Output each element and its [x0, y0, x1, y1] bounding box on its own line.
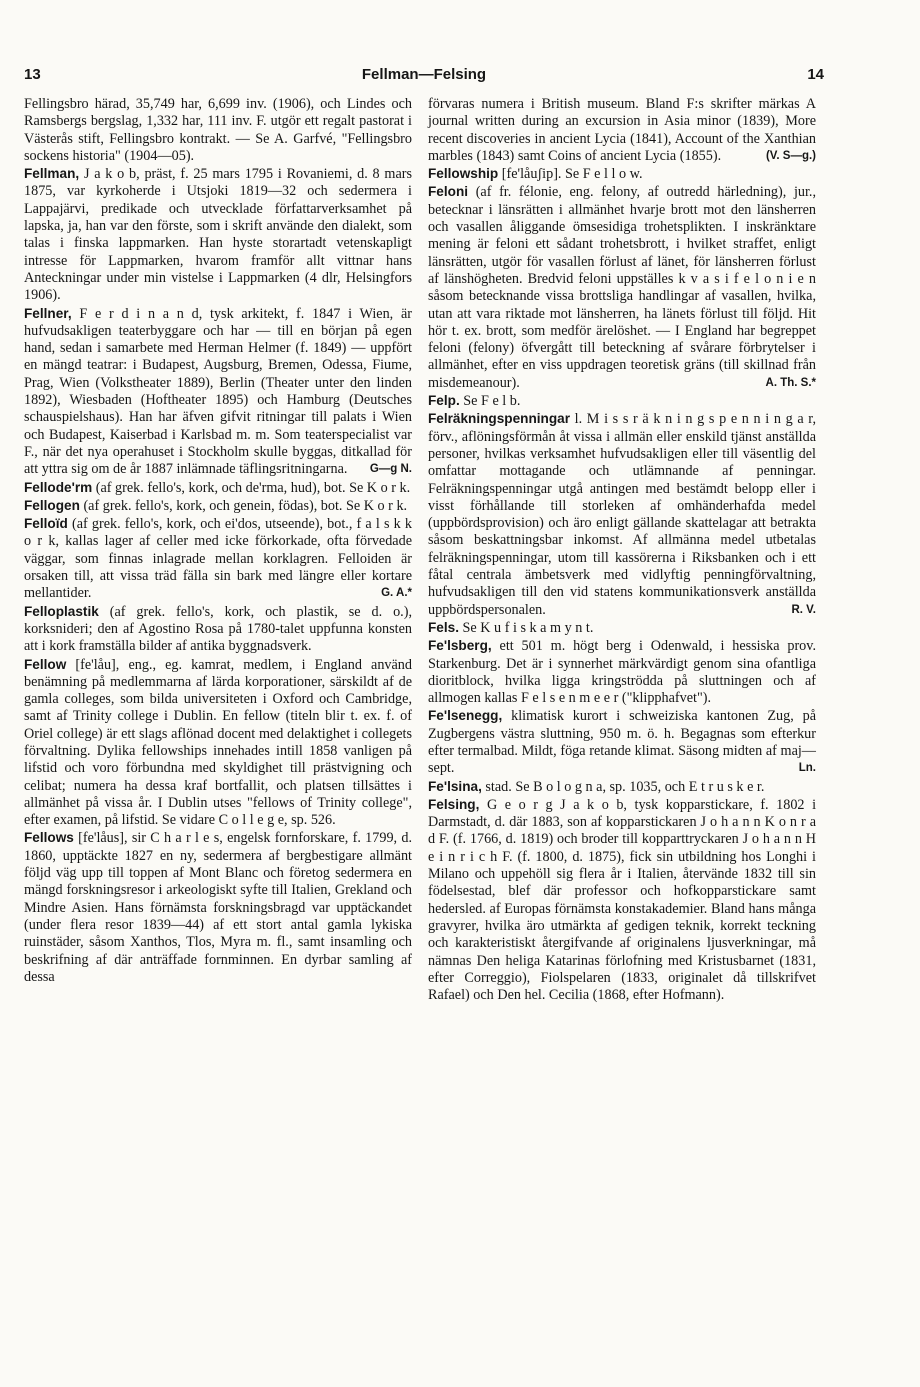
entry-headword: Felp.	[428, 393, 460, 409]
entry-headword: Fels.	[428, 619, 459, 635]
entry-headword: Fe'lsberg,	[428, 638, 492, 654]
entry-signature: A. Th. S.*	[765, 376, 816, 389]
dictionary-entry	[428, 165, 816, 183]
entry-signature: R. V.	[791, 603, 816, 616]
entry-body: (af grek. fello's, kork, och genein, födas), bot. Se K o r k.	[83, 497, 408, 514]
entry-headword: Felloïd	[24, 516, 68, 532]
entry-headword: Fe'lsenegg,	[428, 708, 503, 724]
entry-body: [fe'låuʃip]. Se F e l l o w.	[501, 166, 643, 183]
entry-headword: Fe'lsina,	[428, 778, 482, 794]
entry-headword: Felräkningspenningar	[428, 411, 571, 427]
dictionary-entry	[24, 515, 412, 602]
dictionary-entry	[24, 165, 412, 304]
entry-body: ett 501 m. högt berg i Odenwald, i hessiska prov. Starkenburg. Det är i synnerhet märkvärdigt genom sina ofantliga dioritblock, hvilka ligga kringströdda på sluttningen och af allmogen kallas F e l s e n m e e r ("klipphafvet").	[428, 638, 816, 707]
entry-headword: Fellows	[24, 830, 74, 846]
entry-headword: Fellogen	[24, 497, 80, 513]
dictionary-entry	[428, 410, 816, 619]
entry-body: förvaras numera i British museum. Bland F:s skrifter märkas A journal written during an excursion in Asia minor (1839), More recent discoveries in ancient Lycia (1841), Account of the Xanthian marbles (1843) samt Coins of ancient Lycia (1855).	[428, 96, 816, 164]
entry-body: (af grek. fello's, kork, och ei'dos, utseende), bot., f a l s k k o r k, kallas lager af celler med icke förkorkade, ofta förvedade väggar, som finnas inlagrade mellan korklagren. Felloiden är orsaken till, att vissa träd fälla sin bark med längre eller kortare mellantider.	[24, 516, 413, 602]
entry-signature: Ln.	[798, 762, 816, 775]
left-column	[24, 96, 412, 986]
right-column	[428, 96, 816, 1004]
page-number-left: 13	[24, 66, 41, 83]
entry-headword: Felloplastik	[24, 603, 99, 619]
page-header	[24, 66, 824, 90]
entry-body: G e o r g J a k o b, tysk kopparstickare, f. 1802 i Darmstadt, d. där 1883, son af kopparstickaren J o h a n n K o n r a d F. (f. 1766, d. 1819) och broder till kopparttryckaren J o h a n n H e i n r i c h F. (f. 1800, d. 1875), fick sin utbildning hos Longhi i Milano och uppehöll sig flera år i Italien, återvände 1832 till sin födelsestad, blef där professor och hofkopparstickare samt hedersled. af Europas förnämsta konstakademier. Bland hans många gravyrer, hvilka äro utmärkta af gedigen teknik, korrekt teckning och karakteristiskt återgifvande af originalens ljusverkningar, må nämnas Den heliga Katarinas förlofning med Kristusbarnet (1831, efter Correggio), Fiolspelaren (1833, originalet då tillskrifvet Rafael) och Den hel. Cecilia (1868, efter Hofmann).	[428, 796, 817, 1004]
dictionary-entry	[428, 96, 816, 165]
entry-body: (af grek. fello's, kork, och plastik, se d. o.), korksnideri; den af Agostino Rosa på 1780-talet uppfunna konsten att i kork framställa bilder af antika byggnadsverk.	[24, 603, 412, 655]
entry-headword: Fellner,	[24, 305, 72, 321]
entry-body: F e r d i n a n d, tysk arkitekt, f. 1847 i Wien, är hufvudsakligen teaterbyggare och har — till en början på egen hand, sedan i samarbete med Herman Helmer (f. 1849) — uppfört en mängd teatrar: i Budapest, Augsburg, Bremen, Odessa, Fiume, Prag, Wien (Volkstheater 1889), Berlin (Theater unter den linden 1892), Wiesbaden (Hoftheater 1895) och Hamburg (Deutsches schauspielshaus). Han har äfven gifvit ritningar till palats i Wien och Budapest, Kaiserbad i Karlsbad m. m. Som teaterspecialist var F., när det nya operahuset i Stockholm skulle byggas, ditkallad för att yttra sig om de år 1887 inlämnade täflingsritningarna.	[24, 305, 412, 478]
entry-signature: (V. S—g.)	[765, 149, 816, 162]
dictionary-entry	[428, 778, 816, 796]
page-number-right: 14	[807, 66, 824, 83]
entry-headword: Fellowship	[428, 166, 499, 182]
entry-body: J a k o b, präst, f. 25 mars 1795 i Rovaniemi, d. 8 mars 1875, var kyrkoherde i Utsjoki 1819—32 och sedermera i Lappajärvi, predikade och utvecklade författarverksamhet på lapska, ja, han var den förste, som i skrift använde den dialekt, som talas i finska lappmarken. Han hyste storartadt vetenskapligt intresse för Lappmarken, hvarom framför allt vittnar hans Anteckningar under min vistelse i Lappmarken (4 dlr, Helsingfors 1906).	[24, 166, 413, 304]
entry-body: Se F e l b.	[463, 393, 521, 410]
dictionary-entry	[24, 479, 412, 497]
entry-body: l. M i s s r ä k n i n g s p e n n i n g a r, förv., aflöningsförmån åt vissa i allmän eller enskild tjänst anställda personer, hvilkas verksamhet hufvudsakligen eller till väsentlig del omfattar mottagande och utlämnande af penningar. Felräkningspenningar utgå antingen med bestämdt belopp eller i visst förhållande till storleken af omhänderhafda medel (uppbördsprovision) och äro enligt gällande skattelagar att betrakta såsom beskattningsbar inkomst. Af allmänna medel utbetalas felräkningspenningar, utom till kassörerna i Riksbanken och i ett fåtal centrala ämbetsverk med vidlyftig penningförvaltning, hufvudsakligen till den vid statens kommunikationsverk anställda uppbördspersonalen.	[428, 411, 817, 618]
entry-body: stad. Se B o l o g n a, sp. 1035, och E t r u s k e r.	[485, 778, 765, 795]
entry-body: [fe'låu], eng., eg. kamrat, medlem, i England använd benämning på medlemmarna af lärda korporationer, särskildt af de gamla colleges, som bilda universiteten i Oxford och Cambridge, samt af Trinity college i Dublin. En fellow (titeln blir t. ex. f. of Oriel college) är ett slags aflönad docent med delaktighet i collegets förvaltning. Dylika fellowships innehades intill 1858 vanligen på lifstid och voro förbundna med skyldighet till prästvigning och celibat; numera ha dessa kraf bortfallit, och platsen tillsättes i allmänhet på vissa år. I Dublin utses "fellows of Trinity college", efter examen, på lifstid. Se vidare C o l l e g e, sp. 526.	[24, 656, 412, 829]
dictionary-entry	[24, 829, 412, 986]
dictionary-entry	[24, 656, 412, 830]
entry-signature: G—g N.	[369, 463, 412, 476]
entry-body: Se K u f i s k a m y n t.	[462, 619, 594, 636]
entry-body: [fe'låus], sir C h a r l e s, engelsk fornforskare, f. 1799, d. 1860, upptäckte 1827 en ny, sedermera af bergbestigare allmänt följd väg upp till toppen af Mont Blanc och företog sedermera en mängd forskningsresor i arkeologiskt syfte till Italien, Grekland och Mindre Asien. Hans förnämsta forskningsbragd var upptäckandet (under flera resor 1839—44) af ett stort antal gamla lykiska ruinstäder, såsom Xanthos, Tlos, Myra m. fl., samt insamling och beskrifning af där anträffade fornminnen. En dyrbar samling af dessa	[24, 830, 412, 985]
dictionary-entry	[24, 497, 412, 515]
dictionary-entry	[428, 637, 816, 707]
entry-body: (af grek. fello's, kork, och de'rma, hud), bot. Se K o r k.	[95, 479, 411, 496]
dictionary-entry	[428, 619, 816, 637]
entry-headword: Feloni	[428, 184, 469, 200]
entry-headword: Fellow	[24, 656, 67, 672]
entry-body: klimatisk kurort i schweiziska kantonen Zug, på Zugbergens västra sluttning, 950 m. ö. h. Begagnas som efterkur efter termalbad. Mildt, föga retande klimat. Säsong midten af maj—sept.	[428, 708, 816, 777]
dictionary-entry	[428, 183, 816, 392]
dictionary-entry	[428, 707, 816, 777]
dictionary-entry	[428, 392, 816, 410]
entry-signature: G. A.*	[381, 587, 412, 600]
dictionary-entry	[428, 796, 816, 1005]
entry-headword: Fellman,	[24, 166, 80, 182]
dictionary-entry	[24, 96, 412, 165]
dictionary-entry	[24, 603, 412, 656]
dictionary-entry	[24, 305, 412, 479]
entry-headword: Felsing,	[428, 796, 480, 812]
entry-body: Fellingsbro härad, 35,749 har, 6,699 inv. (1906), och Lindes och Ramsbergs bergslag, 1,332 har, 111 inv. F. utgör ett regalt pastorat i Västerås stift, Fellingsbro kontrakt. — Se A. Garfvé, "Fellingsbro sockens historia" (1904—05).	[24, 96, 412, 164]
running-title: Fellman—Felsing	[361, 66, 487, 83]
entry-headword: Fellode'rm	[24, 479, 93, 495]
entry-body: (af fr. félonie, eng. felony, af outredd härledning), jur., betecknar i länsrätten i allmänhet hvarje brott mot den länsherren och vasallen åliggande ömsesidiga trohetsplikten. I inskränktare mening är feloni ett sådant trohetsbrott, i hvilket straffet, enligt länsrätten, utgör för vasallen förlust af länet, för länsherren förlust af länshögheten. Bredvid feloni uppställes k v a s i f e l o n i e n såsom betecknande vissa brottsliga handlingar af vasallen, hvilka, utan att vara riktade mot länsherren, ha länets förlust till följd. Hit hör t. ex. brott, som medför ärelöshet. — I England har begreppet feloni (felony) öfvergått till beteckning af svårare förbrytelser i allmänhet, efter en viss uppdragen teoretisk gräns (till skillnad från misdemeanour).	[428, 184, 817, 391]
